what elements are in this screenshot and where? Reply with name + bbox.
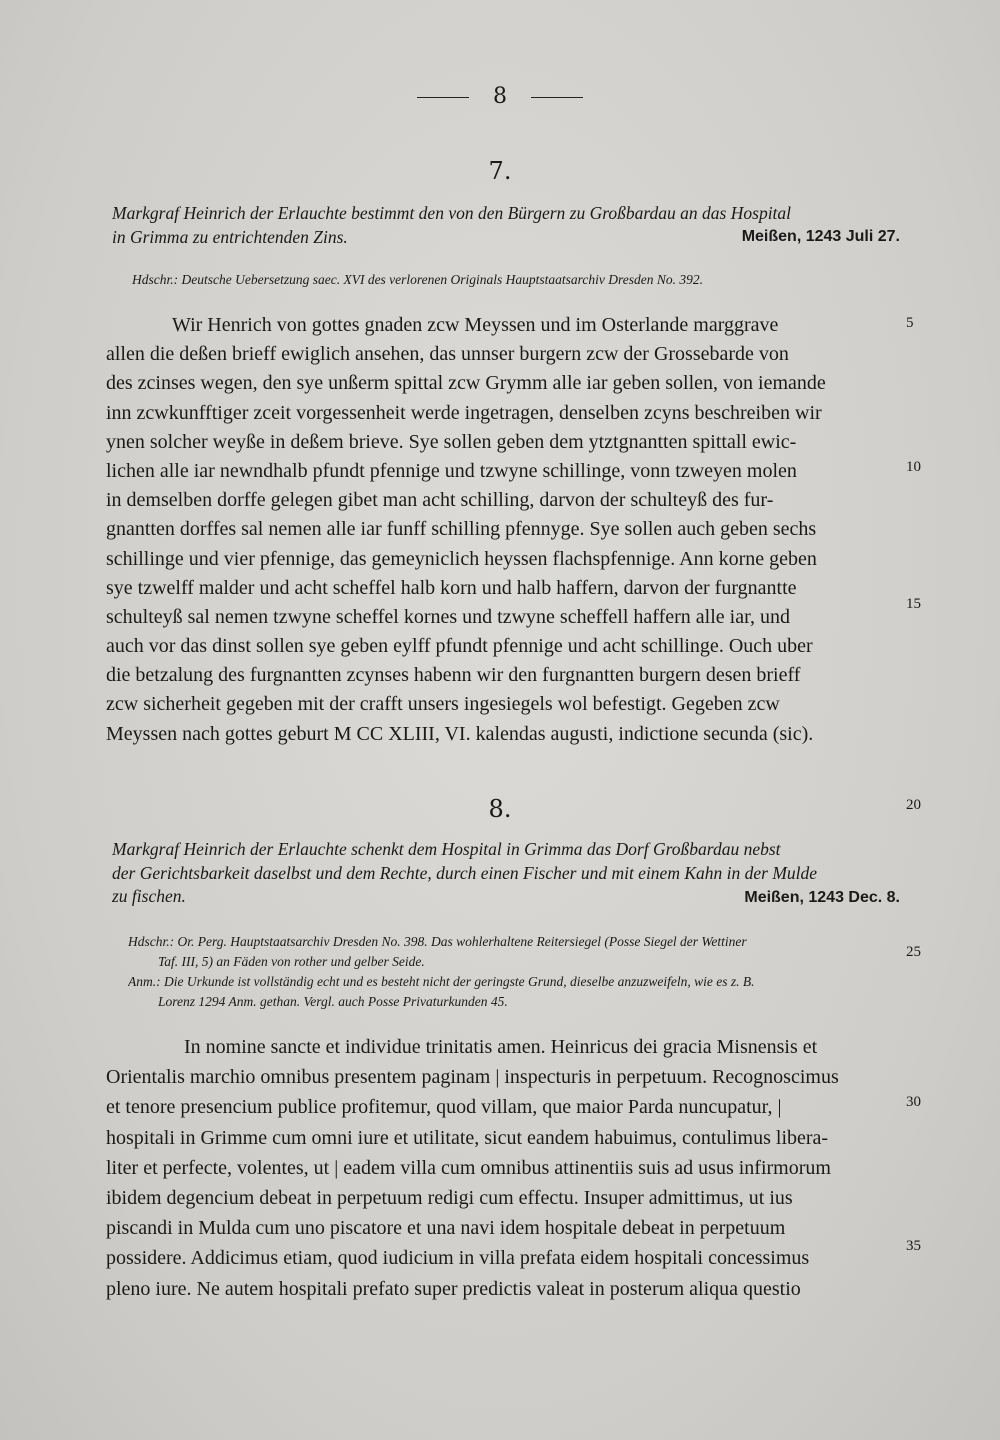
- text-line: die betzalung des furgnantten zcynses habenn wir den furgnantten burgern desen brieff: [106, 664, 801, 687]
- text-line: Wir Henrich von gottes gnaden zcw Meyssen und im Osterlande marggrave: [172, 314, 779, 336]
- page-number-header: [0, 84, 1000, 109]
- doc-7-manuscript-note: Hdschr.: Deutsche Uebersetzung saec. XVI des verlorenen Originals Hauptstaatsarchiv Dresden No. 392.: [132, 272, 704, 287]
- text-line: ibidem degencium debeat in perpetuum redigi cum effectu. Insuper admittimus, ut ius: [106, 1186, 793, 1209]
- doc-7-place-date: Meißen, 1243 Juli 27.: [741, 228, 900, 245]
- margin-line-number: 5: [906, 315, 914, 331]
- doc-8-text: [106, 1033, 906, 1305]
- page-number: 8: [493, 84, 507, 109]
- text-line: gnantten dorffes sal nemen alle iar funff schilling pfennyge. Sye sollen auch geben sechs: [106, 518, 817, 541]
- text-line: allen die deßen brieff ewiglich ansehen, das unnser burgern zcw der Grossebarde von: [106, 343, 789, 366]
- margin-line-number: 25: [906, 944, 921, 960]
- text-line: possidere. Addicimus etiam, quod iudicium in villa prefata eidem hospitali concessimus: [106, 1247, 810, 1270]
- text-line: pleno iure. Ne autem hospitali prefato super predictis valeat in posterum aliqua questio: [106, 1277, 801, 1300]
- doc-7-number: 7.: [488, 157, 512, 185]
- text-line: auch vor das dinst sollen sye geben eylff pfundt pfennige und acht schillinge. Ouch uber: [106, 635, 813, 658]
- regest-line: in Grimma zu entrichtenden Zins.: [112, 227, 348, 247]
- text-line: schulteyß sal nemen tzwyne scheffel kornes und tzwyne scheffell haffern alle iar, und: [106, 605, 790, 628]
- text-line: piscandi in Mulda cum uno piscatore et una navi idem hospitale debeat in perpetuum: [106, 1217, 786, 1240]
- doc-8-note-line: Hdschr.: Or. Perg. Hauptstaatsarchiv Dresden No. 398. Das wohlerhaltene Reitersiegel (Posse Siegel der Wettiner: [128, 934, 747, 949]
- text-line: Orientalis marchio omnibus presentem paginam | inspecturis in perpetuum. Recognoscimus: [106, 1066, 839, 1089]
- header-rule-left: [417, 97, 469, 98]
- regest-line: der Gerichtsbarkeit daselbst und dem Rechte, durch einen Fischer und mit einem Kahn in der Mulde: [112, 862, 818, 883]
- doc-8-place-date: Meißen, 1243 Dec. 8.: [744, 889, 900, 906]
- doc-8-note-line: Taf. III, 5) an Fäden von rother und gelber Seide.: [158, 954, 425, 969]
- doc-8-regest: [112, 838, 900, 909]
- margin-line-number: 10: [906, 459, 921, 475]
- text-line: zcw sicherheit gegeben mit der crafft unsers ingesiegels wol befestigt. Gegeben zcw: [106, 693, 780, 716]
- header-rule-right: [531, 97, 583, 98]
- doc-8-note-line: Anm.: Die Urkunde ist vollständig echt und es besteht nicht der geringste Grund, dieselbe anzuzweifeln, wie es z. B.: [128, 974, 755, 989]
- text-line: sye tzwelff malder und acht scheffel halb korn und halb haffern, darvon der furgnantte: [106, 576, 797, 599]
- text-line: Meyssen nach gottes geburt M CC XLIII, VI. kalendas augusti, indictione secunda (sic).: [106, 722, 814, 745]
- regest-line: Markgraf Heinrich der Erlauchte bestimmt den von den Bürgern zu Großbardau an das Hospital: [112, 203, 792, 223]
- margin-line-number: 35: [906, 1238, 921, 1254]
- doc-8-note-line: Lorenz 1294 Anm. gethan. Vergl. auch Posse Privaturkunden 45.: [158, 994, 508, 1009]
- margin-line-number: 20: [906, 797, 921, 813]
- margin-line-number: 15: [906, 596, 921, 612]
- text-line: ynen solcher weyße in deßem brieve. Sye sollen geben dem ytztgnantten spittall ewic-: [106, 430, 797, 453]
- text-line: schillinge und vier pfennige, das gemeyniclich heyssen flachspfennige. Ann korne geben: [106, 547, 817, 570]
- text-line: des zcinses wegen, den sye unßerm spittal zcw Grymm alle iar geben sollen, von iemande: [106, 372, 826, 395]
- text-line: in demselben dorffe gelegen gibet man acht schilling, darvon der schulteyß des fur-: [106, 489, 774, 512]
- doc-7-text: [106, 311, 906, 749]
- regest-line: zu fischen.: [112, 886, 186, 906]
- text-line: lichen alle iar newndhalb pfundt pfennige und tzwyne schillinge, vonn tzweyen molen: [106, 459, 797, 482]
- text-line: et tenore presencium publice profitemur, quod villam, que maior Parda nuncupatur, |: [106, 1096, 782, 1119]
- margin-line-number: 30: [906, 1094, 921, 1110]
- doc-7-regest: [112, 201, 900, 249]
- text-line: inn zcwkunfftiger zceit vorgessenheit werde ingetragen, denselben zcyns beschreiben wir: [106, 401, 822, 424]
- doc-8-number: 8.: [488, 795, 512, 823]
- text-line: liter et perfecte, volentes, ut | eadem villa cum omnibus attinentiis suis ad usus infirmorum: [106, 1156, 831, 1179]
- text-line: hospitali in Grimme cum omni iure et utilitate, sicut eandem habuimus, contulimus libera-: [106, 1126, 829, 1149]
- text-line: In nomine sancte et individue trinitatis amen. Heinricus dei gracia Misnensis et: [184, 1036, 818, 1058]
- regest-line: Markgraf Heinrich der Erlauchte schenkt dem Hospital in Grimma das Dorf Großbardau nebst: [112, 839, 781, 859]
